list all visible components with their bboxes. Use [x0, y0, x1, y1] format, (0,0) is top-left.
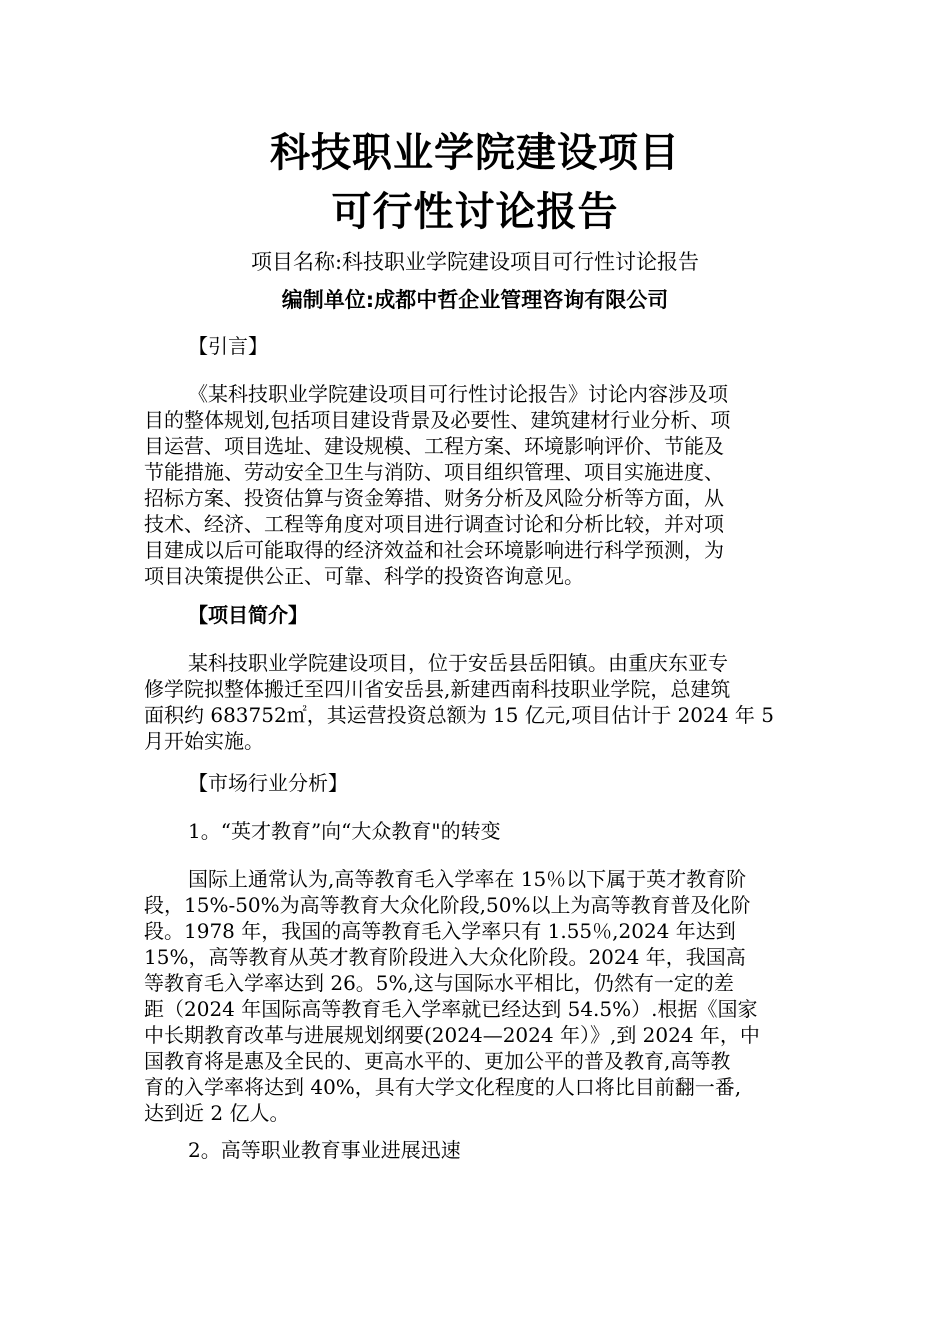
paragraph-line: 节能措施、劳动安全卫生与消防、项目组织管理、项目实施进度、: [144, 460, 724, 484]
brief-paragraph: [144, 650, 804, 754]
paragraph-line: 技术、经济、工程等角度对项目进行调查讨论和分析比较，并对项: [144, 512, 724, 536]
intro-paragraph: [144, 381, 804, 589]
point1-paragraph: [144, 866, 804, 1126]
paragraph-line: 中长期教育改革与进展规划纲要(2024—2024 年）》,到 2024 年，中: [144, 1023, 760, 1047]
paragraph-line: 国际上通常认为,高等教育毛入学率在 15％以下属于英才教育阶: [188, 867, 747, 891]
paragraph-line: 目建成以后可能取得的经济效益和社会环境影响进行科学预测，为: [144, 538, 724, 562]
paragraph-line: 段。1978 年，我国的高等教育毛入学率只有 1.55％,2024 年达到: [144, 919, 736, 943]
compiler-unit: 编制单位:成都中哲企业管理咨询有限公司: [281, 288, 669, 312]
brief-heading: 【项目简介】: [188, 603, 308, 627]
paragraph-line: 15%，高等教育从英才教育阶段进入大众化阶段。2024 年，我国高: [144, 945, 746, 969]
paragraph-line: 项目决策提供公正、可靠、科学的投资咨询意见。: [144, 564, 584, 588]
point1-heading: 1。“英才教育”向“大众教育"的转变: [188, 819, 501, 843]
paragraph-line: 《某科技职业学院建设项目可行性讨论报告》讨论内容涉及项: [188, 382, 728, 406]
paragraph-line: 招标方案、投资估算与资金筹措、财务分析及风险分析等方面，从: [144, 486, 724, 510]
paragraph-line: 育的入学率将达到 40%，具有大学文化程度的人口将比目前翻一番,: [144, 1075, 742, 1099]
document-title-line1: 科技职业学院建设项目: [270, 130, 680, 176]
paragraph-line: 月开始实施。: [144, 729, 264, 753]
paragraph-line: 距（2024 年国际高等教育毛入学率就已经达到 54.5%）.根据《国家: [144, 997, 758, 1021]
paragraph-line: 国教育将是惠及全民的、更高水平的、更加公平的普及教育,高等教: [144, 1049, 731, 1073]
market-heading: 【市场行业分析】: [188, 771, 348, 795]
paragraph-line: 目运营、项目选址、建设规模、工程方案、环境影响评价、节能及: [144, 434, 724, 458]
document-title-line2: 可行性讨论报告: [331, 189, 619, 235]
paragraph-line: 目的整体规划,包括项目建设背景及必要性、建筑建材行业分析、项: [144, 408, 731, 432]
paragraph-line: 段，15%-50%为高等教育大众化阶段,50%以上为高等教育普及化阶: [144, 893, 751, 917]
paragraph-line: 修学院拟整体搬迁至四川省安岳县,新建西南科技职业学院，总建筑: [144, 677, 731, 701]
project-name: 项目名称:科技职业学院建设项目可行性讨论报告: [250, 250, 700, 274]
paragraph-line: 面积约 683752㎡，其运营投资总额为 15 亿元,项目估计于 2024 年 5: [144, 703, 774, 727]
intro-heading: 【引言】: [188, 334, 268, 358]
paragraph-line: 等教育毛入学率达到 26。5%,这与国际水平相比，仍然有一定的差: [144, 971, 734, 995]
paragraph-line: 达到近 2 亿人。: [144, 1101, 290, 1125]
point2-heading: 2。高等职业教育事业进展迅速: [188, 1138, 461, 1162]
paragraph-line: 某科技职业学院建设项目，位于安岳县岳阳镇。由重庆东亚专: [188, 651, 728, 675]
